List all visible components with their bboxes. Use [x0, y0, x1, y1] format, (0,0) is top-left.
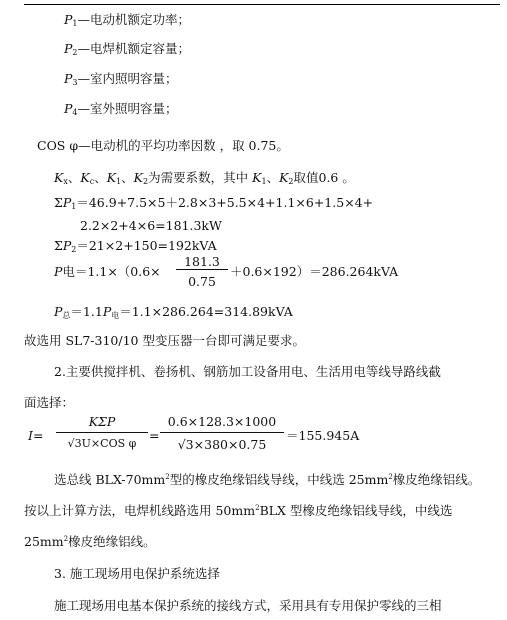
para-line3: $25mm^2$橡皮绝缘铝线。 [24, 534, 156, 549]
def-p3: $P_3—$室内照明容量； [64, 71, 178, 87]
formula-i-lhs: I= [28, 428, 44, 443]
formula-i-result: ＝155.945A [286, 428, 360, 443]
p-elec-frac-num: 181.3 [184, 254, 220, 269]
def-cos: COS φ—电动机的平均功率因数 ，取 0.75。 [37, 138, 289, 153]
para-line1: 选总线 BLX-$70mm^2$型的橡皮绝缘铝线导线，中线选 $25mm^2$橡皮绝缘铝线。 [54, 472, 481, 487]
formula-i-num-a: KΣP [88, 414, 116, 429]
def-p4: $P_4—$室外照明容量； [64, 101, 178, 117]
def-k: $K_x$、$K_c$、$K_1$、$K_2$为需要系数，其中 $K_1$、$K_2$取值0.6 。 [54, 170, 355, 186]
formula-i-bar-b [160, 432, 284, 433]
def-p1: $P_1—$电动机额定功率； [64, 12, 191, 28]
top-rule [24, 4, 500, 5]
section2-heading-line2: 面选择： [24, 395, 75, 410]
section3-heading: 3. 施工现场用电保护系统选择 [54, 566, 220, 581]
p-elec-lhs: P电＝1.1×（0.6× [54, 264, 161, 279]
formula-i-den-b: √3×380×0.75 [177, 437, 267, 452]
para-line2: 按以上计算方法，电焊机线路选用 $50mm^2BLX$ 型橡皮绝缘铝线导线，中线选 [24, 503, 453, 518]
formula-i-num-b: 0.6×128.3×1000 [167, 414, 277, 429]
def-p2: $P_2—$电焊机额定容量； [64, 41, 191, 57]
p-elec-frac-bar [176, 269, 228, 270]
p-elec-frac-den: 0.75 [188, 274, 216, 289]
p-elec-rhs: ＋0.6×192）＝286.264kVA [230, 264, 399, 279]
formula-i-bar-a [56, 432, 148, 433]
p-total: $P_总=1.1P_电=1.1\times 286.264=314.89kVA$ [54, 304, 293, 320]
formula-i-eq: = [149, 428, 160, 443]
section2-heading-line1: 2.主要供搅拌机、卷扬机、钢筋加工设备用电、生活用电等线导路线截 [54, 364, 441, 379]
formula-i-den-a: √3U×COS φ [67, 437, 137, 450]
sum-p1-line2: 2.2×2+4×6=181.3kW [80, 218, 222, 233]
section3-text: 施工现场用电基本保护系统的接线方式，采用具有专用保护零线的三相 [54, 598, 442, 613]
sum-p2: $\Sigma P_2=21\times 2+150=192kVA$ [54, 238, 217, 254]
sum-p1-line1: $\Sigma P_1=46.9+7.5\times 5+2.8\times 3+5.5\times 4+1.1\times 6+1.5\times 4+$ [54, 195, 374, 211]
conclusion: 故选用 SL7-310/10 型变压器一台即可满足要求。 [24, 333, 305, 348]
